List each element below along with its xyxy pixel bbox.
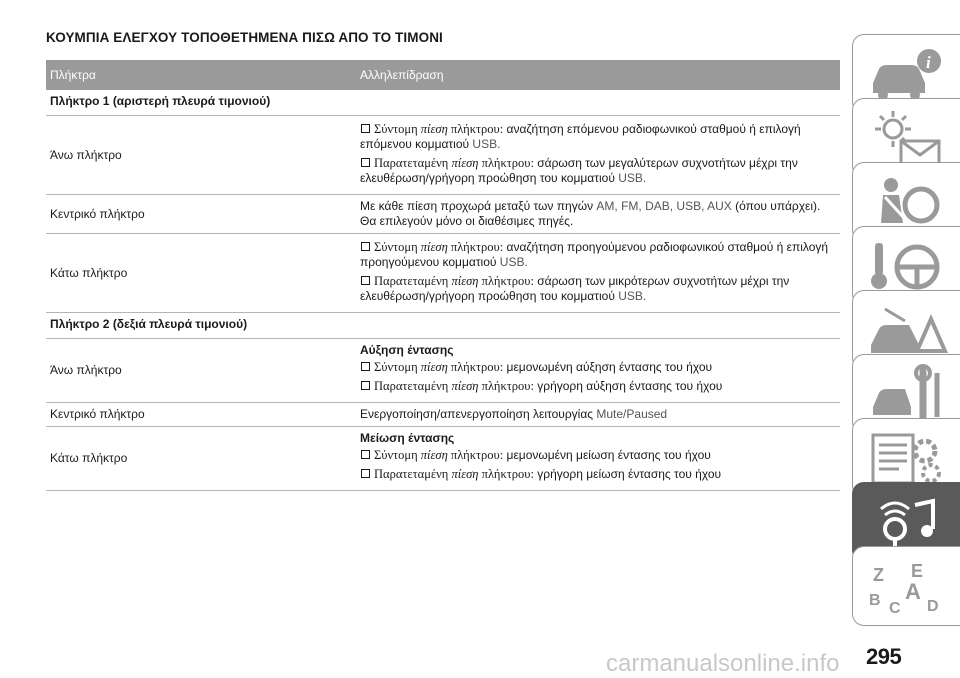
section-label-key2: Πλήκτρο 2 (δεξιά πλευρά τιμονιού) bbox=[46, 313, 840, 339]
key-label: Κεντρικό πλήκτρο bbox=[46, 195, 354, 234]
starting-driving-icon bbox=[865, 235, 951, 297]
tab-index[interactable] bbox=[852, 546, 960, 626]
svg-text:i: i bbox=[926, 53, 931, 72]
watermark: carmanualsonline.info bbox=[606, 650, 840, 677]
checkbox-bullet-icon bbox=[361, 276, 370, 285]
table-row bbox=[46, 116, 840, 195]
page-number: 295 bbox=[866, 644, 902, 669]
checkbox-bullet-icon bbox=[361, 381, 370, 390]
page-title: ΚΟΥΜΠΙΑ ΕΛΕΓΧΟΥ ΤΟΠΟΘΕΤΗΜΕΝΑ ΠΙΣΩ ΑΠΟ ΤΟ ΤΙΜΟΝΙ bbox=[46, 30, 443, 45]
bullet-item: Παρατεταμένη πίεση πλήκτρου: σάρωση των μικρότερων συχνοτήτων μέχρι την ελευθέρωση/γρήγορη προώθηση του κομματιού USB. bbox=[360, 274, 790, 303]
key-label: Άνω πλήκτρο bbox=[46, 339, 354, 403]
section-row-key2 bbox=[46, 313, 840, 339]
bullet-item: Σύντομη πίεση πλήκτρου: μεμονωμένη αύξηση έντασης του ήχου bbox=[360, 360, 836, 375]
controls-table bbox=[46, 60, 840, 491]
key-label: Κεντρικό πλήκτρο bbox=[46, 403, 354, 427]
svg-text:E: E bbox=[911, 561, 924, 581]
table-row bbox=[46, 195, 840, 234]
checkbox-bullet-icon bbox=[361, 450, 370, 459]
svg-text:B: B bbox=[869, 592, 881, 609]
interaction-cell bbox=[354, 339, 840, 403]
table-row bbox=[46, 403, 840, 427]
header-interaction: Αλληλεπίδραση bbox=[354, 60, 840, 90]
bullet-item: Παρατεταμένη πίεση πλήκτρου: γρήγορη μείωση έντασης του ήχου bbox=[360, 467, 836, 482]
section-row-key1 bbox=[46, 90, 840, 116]
sub-heading: Αύξηση έντασης bbox=[360, 343, 454, 357]
checkbox-bullet-icon bbox=[361, 242, 370, 251]
bullet-item: Σύντομη πίεση πλήκτρου: αναζήτηση προηγούμενου ραδιοφωνικού σταθμού ή επιλογή προηγούμενου κομματιού USB. bbox=[360, 240, 829, 269]
interaction-cell: Με κάθε πίεση προχωρά μεταξύ των πηγών AM, FM, DAB, USB, AUX (όπου υπάρχει). Θα επιλεγούν μόνο οι διαθέσιμες πηγές. bbox=[354, 195, 840, 234]
svg-text:C: C bbox=[889, 600, 901, 617]
bullet-item: Παρατεταμένη πίεση πλήκτρου: γρήγορη αύξηση έντασης του ήχου bbox=[360, 379, 836, 394]
checkbox-bullet-icon bbox=[361, 158, 370, 167]
main-content bbox=[46, 30, 840, 491]
key-label: Κάτω πλήκτρο bbox=[46, 234, 354, 313]
section-label-key1: Πλήκτρο 1 (αριστερή πλευρά τιμονιού) bbox=[46, 90, 840, 116]
warning-lights-icon bbox=[865, 107, 951, 169]
interaction-cell bbox=[354, 234, 840, 313]
sub-heading: Μείωση έντασης bbox=[360, 431, 455, 445]
technical-data-icon bbox=[865, 427, 951, 489]
bullet-item: Παρατεταμένη πίεση πλήκτρου: σάρωση των μεγαλύτερων συχνοτήτων μέχρι την ελευθέρωση/γρήγορη προώθηση του κομματιού USB. bbox=[360, 156, 798, 185]
table-row bbox=[46, 234, 840, 313]
index-icon bbox=[865, 555, 951, 617]
table-row bbox=[46, 427, 840, 491]
interaction-cell: Ενεργοποίηση/απενεργοποίηση λειτουργίας Mute/Paused bbox=[354, 403, 840, 427]
maintenance-icon bbox=[865, 363, 951, 425]
key-label: Κάτω πλήκτρο bbox=[46, 427, 354, 491]
svg-text:D: D bbox=[927, 598, 939, 615]
key-label: Άνω πλήκτρο bbox=[46, 116, 354, 195]
svg-text:A: A bbox=[905, 579, 921, 604]
table-header-row bbox=[46, 60, 840, 90]
chapter-sidebar bbox=[852, 34, 960, 624]
safety-icon bbox=[865, 171, 951, 233]
header-keys: Πλήκτρα bbox=[46, 60, 354, 90]
svg-text:Z: Z bbox=[873, 565, 884, 585]
checkbox-bullet-icon bbox=[361, 469, 370, 478]
interaction-cell bbox=[354, 116, 840, 195]
checkbox-bullet-icon bbox=[361, 362, 370, 371]
car-info-icon bbox=[865, 43, 951, 105]
bullet-item: Σύντομη πίεση πλήκτρου: μεμονωμένη μείωση έντασης του ήχου bbox=[360, 448, 836, 463]
emergency-icon bbox=[865, 299, 951, 361]
bullet-item: Σύντομη πίεση πλήκτρου: αναζήτηση επόμενου ραδιοφωνικού σταθμού ή επιλογή επόμενου κομματιού USB. bbox=[360, 122, 801, 151]
checkbox-bullet-icon bbox=[361, 124, 370, 133]
table-row bbox=[46, 339, 840, 403]
multimedia-icon bbox=[865, 491, 951, 553]
interaction-cell bbox=[354, 427, 840, 491]
